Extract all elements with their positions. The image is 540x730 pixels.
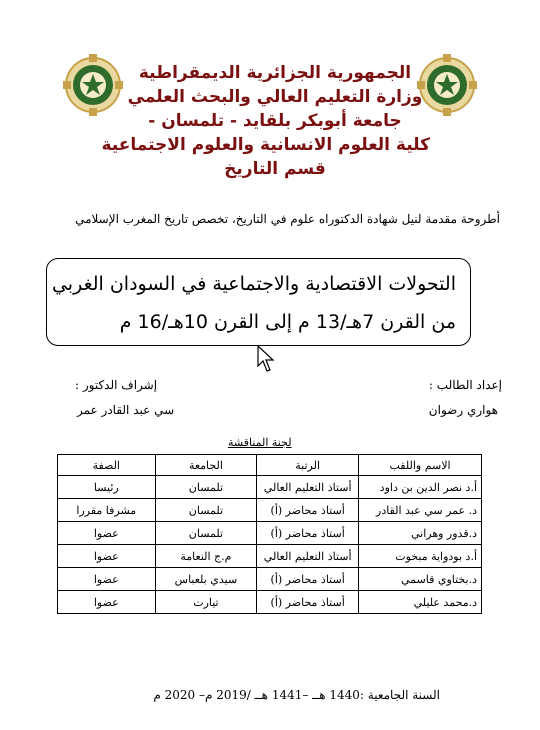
student-name: هواري رضوان bbox=[428, 403, 498, 417]
table-row bbox=[58, 499, 482, 522]
column-header: الصفة bbox=[58, 455, 156, 476]
member-university: م.ج النعامة bbox=[155, 545, 257, 568]
title-line-1: التحولات الاقتصادية والاجتماعية في السودان الغربي bbox=[51, 273, 456, 295]
member-role: عضوا bbox=[58, 522, 156, 545]
title-box bbox=[46, 258, 471, 346]
member-role: عضوا bbox=[58, 545, 156, 568]
header-university: جامعة أبوبكر بلقايد - تلمسان - bbox=[148, 111, 402, 131]
member-rank: أستاذ محاضر (أ) bbox=[257, 591, 359, 614]
academic-year: السنة الجامعية :1440 هــ –1441 هــ /2019 م– 2020 م bbox=[153, 688, 440, 702]
table-row bbox=[58, 476, 482, 499]
university-emblem-icon bbox=[62, 52, 124, 118]
column-header: الرتبة bbox=[257, 455, 359, 476]
member-university: سيدي بلعباس bbox=[155, 568, 257, 591]
member-name: أ.د نصر الدين بن داود bbox=[359, 476, 482, 499]
member-role: عضوا bbox=[58, 591, 156, 614]
title-line-2: من القرن 7هـ/13 م إلى القرن 10هـ/16 م bbox=[119, 311, 456, 333]
member-name: د.محمد عليلي bbox=[359, 591, 482, 614]
member-rank: أستاذ محاضر (أ) bbox=[257, 522, 359, 545]
header-republic: الجمهورية الجزائرية الديمقراطية bbox=[138, 63, 412, 83]
table-row bbox=[58, 591, 482, 614]
thesis-note: أطروحة مقدمة لنيل شهادة الدكتوراه علوم في التاريخ، تخصص تاريخ المغرب الإسلامي bbox=[75, 212, 500, 226]
header-ministry: وزارة التعليم العالي والبحث العلمي bbox=[127, 87, 423, 107]
member-rank: أستاذ محاضر (أ) bbox=[257, 568, 359, 591]
table-row bbox=[58, 545, 482, 568]
member-university: تلمسان bbox=[155, 476, 257, 499]
member-name: أ.د بودواية مبخوت bbox=[359, 545, 482, 568]
member-university: تيارت bbox=[155, 591, 257, 614]
member-rank: أستاذ التعليم العالي bbox=[257, 476, 359, 499]
column-header: الاسم واللقب bbox=[359, 455, 482, 476]
student-label: إعداد الطالب : bbox=[428, 378, 502, 392]
jury-caption: لجنة المناقشة bbox=[228, 436, 292, 449]
mouse-pointer-icon bbox=[257, 345, 277, 373]
member-university: تلمسان bbox=[155, 522, 257, 545]
table-header-row bbox=[58, 455, 482, 476]
member-role: مشرفا مقررا bbox=[58, 499, 156, 522]
member-role: رئيسا bbox=[58, 476, 156, 499]
header-faculty: كلية العلوم الانسانية والعلوم الاجتماعية bbox=[101, 135, 430, 155]
column-header: الجامعة bbox=[155, 455, 257, 476]
table-row bbox=[58, 522, 482, 545]
supervisor-label: إشراف الدكتور : bbox=[75, 378, 158, 392]
supervisor-name: سي عبد القادر عمر bbox=[77, 403, 175, 417]
member-role: عضوا bbox=[58, 568, 156, 591]
member-name: د.بختاوي قاسمي bbox=[359, 568, 482, 591]
member-university: تلمسان bbox=[155, 499, 257, 522]
jury-table bbox=[57, 454, 482, 614]
header-department: قسم التاريخ bbox=[224, 159, 326, 179]
member-rank: أستاذ محاضر (أ) bbox=[257, 499, 359, 522]
member-rank: أستاذ التعليم العالي bbox=[257, 545, 359, 568]
table-row bbox=[58, 568, 482, 591]
member-name: د. عمر سي عبد القادر bbox=[359, 499, 482, 522]
member-name: د.قدور وهراني bbox=[359, 522, 482, 545]
